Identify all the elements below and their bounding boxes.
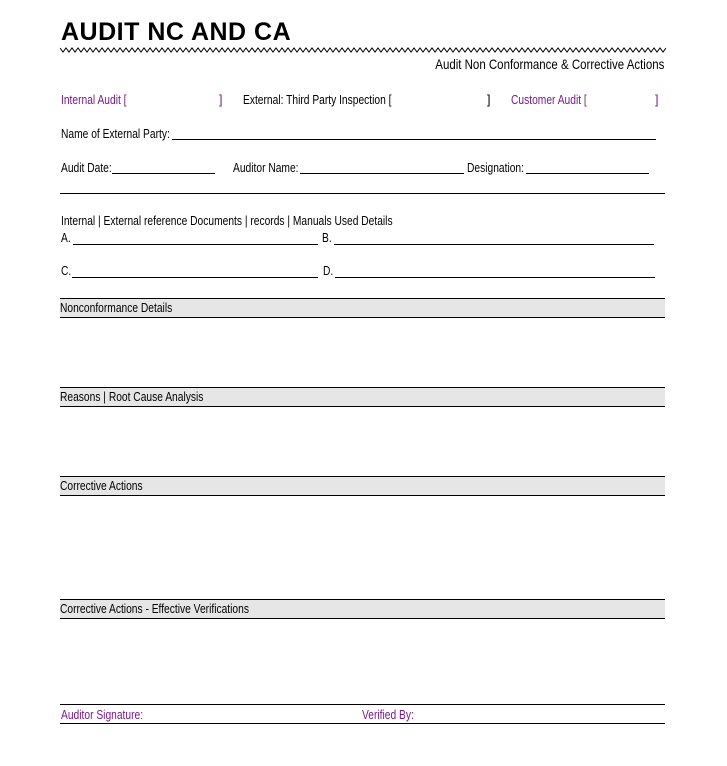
designation-label: Designation:: [467, 161, 524, 175]
nonconformance-header: [60, 298, 665, 318]
external-audit-label: External: Third Party Inspection [: [243, 93, 392, 107]
internal-audit-close-bracket: ]: [219, 93, 223, 107]
doc-b-field[interactable]: [334, 244, 654, 245]
verified-by-label: Verified By:: [362, 708, 414, 722]
doc-a-field[interactable]: [73, 244, 318, 245]
doc-c-label: C.: [61, 264, 72, 278]
auditor-signature-label: Auditor Signature:: [61, 708, 144, 722]
corrective-actions-title: Corrective Actions: [60, 479, 143, 493]
form-title: AUDIT NC AND CA: [61, 18, 292, 46]
root-cause-area[interactable]: [60, 407, 665, 474]
external-party-field[interactable]: [172, 139, 656, 140]
audit-date-field[interactable]: [112, 173, 215, 174]
customer-audit-close-bracket: ]: [655, 93, 659, 107]
customer-audit-option[interactable]: [511, 93, 603, 107]
doc-c-label-wrap: [61, 264, 74, 278]
auditor-signature-field[interactable]: [61, 708, 161, 722]
doc-b-label-wrap: [322, 231, 334, 245]
footer-bottom-rule: [60, 723, 665, 724]
designation-field[interactable]: [526, 173, 649, 174]
customer-audit-label: Customer Audit [: [511, 93, 587, 107]
verification-area[interactable]: [60, 619, 665, 703]
audit-date-label: Audit Date:: [61, 161, 112, 175]
nonconformance-title: Nonconformance Details: [60, 301, 173, 315]
internal-audit-option[interactable]: [61, 93, 141, 107]
verified-by-field[interactable]: [362, 708, 425, 722]
doc-d-label-wrap: [323, 264, 336, 278]
section-divider: [60, 193, 665, 194]
footer-top-rule: [60, 704, 665, 705]
nonconformance-area[interactable]: [60, 318, 665, 386]
root-cause-header: [60, 387, 665, 407]
documents-heading: Internal | External reference Documents | records | Manuals Used Details: [61, 214, 393, 228]
corrective-actions-header: [60, 476, 665, 496]
root-cause-title: Reasons | Root Cause Analysis: [60, 390, 204, 404]
form-subtitle: Audit Non Conformance & Corrective Actions: [434, 56, 664, 72]
documents-heading-wrap: [61, 214, 465, 228]
verification-title: Corrective Actions - Effective Verifications: [60, 602, 249, 616]
verification-header: [60, 599, 665, 619]
internal-audit-label: Internal Audit [: [61, 93, 127, 107]
auditor-name-label: Auditor Name:: [233, 161, 299, 175]
auditor-name-field[interactable]: [300, 173, 464, 174]
doc-a-label: A.: [61, 231, 71, 245]
zigzag-divider: [60, 46, 666, 54]
doc-b-label: B.: [322, 231, 332, 245]
external-audit-close-bracket: ]: [487, 93, 491, 107]
external-party-label: Name of External Party:: [61, 127, 170, 141]
external-audit-option[interactable]: [243, 93, 424, 107]
doc-d-label: D.: [323, 264, 334, 278]
corrective-actions-area[interactable]: [60, 496, 665, 597]
doc-d-field[interactable]: [335, 277, 655, 278]
doc-c-field[interactable]: [72, 277, 318, 278]
doc-a-label-wrap: [61, 231, 73, 245]
